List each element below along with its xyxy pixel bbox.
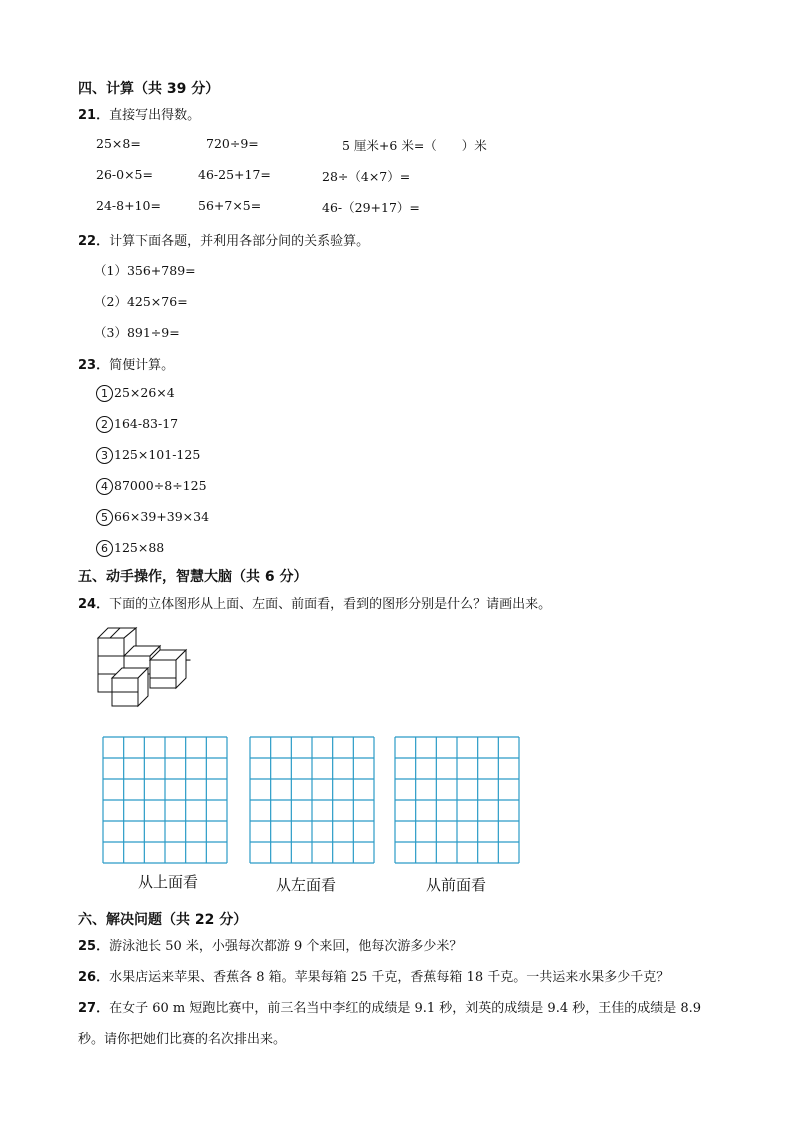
expr-23-6 [96,540,164,557]
question-number: 22． [78,234,110,249]
expr-22-3: （3）891÷9= [94,325,180,340]
circled-number: 1 [96,385,113,402]
question-25 [78,935,462,954]
expr-23-4 [96,478,207,495]
question-text: 游泳池长 50 米，小强每次都游 9 个来回，他每次游多少米？ [109,939,463,954]
circled-number: 3 [96,447,113,464]
question-23 [78,354,174,373]
question-22 [78,230,369,249]
question-number: 24． [78,597,110,612]
expr-21-3: 5 厘米+6 米=（ ）米 [342,138,487,153]
expression: 66×39+39×34 [114,509,210,524]
label-front-view: 从前面看 [426,876,487,894]
question-number: 27． [78,1001,110,1016]
expr-23-2 [96,416,178,433]
expr-21-2: 720÷9= [206,136,259,151]
question-text: 直接写出得数。 [109,108,201,123]
expression: 25×26×4 [114,385,175,400]
question-21 [78,104,200,123]
circled-number: 2 [96,416,113,433]
expression: 164-83-17 [114,416,179,431]
expr-22-1: （1）356+789= [94,263,196,278]
question-number: 21． [78,108,110,123]
expr-22-2: （2）425×76= [94,294,188,309]
section-4-heading: 四、计算（共 39 分） [78,81,220,97]
question-text: 水果店运来苹果、香蕉各 8 箱。苹果每箱 25 千克，香蕉每箱 18 千克。一共运来水果多少千克？ [109,970,670,985]
expr-21-1: 25×8= [96,136,141,151]
expr-21-6: 28÷（4×7）= [322,169,411,184]
expr-23-3 [96,447,200,464]
expr-23-1 [96,385,175,402]
cube-figure [94,624,194,710]
expression: 125×101-125 [114,447,201,462]
expr-21-5: 46-25+17= [198,167,271,182]
circled-number: 6 [96,540,113,557]
question-text: 计算下面各题，并利用各部分间的关系验算。 [109,234,370,249]
label-top-view: 从上面看 [138,873,199,891]
section-5-heading: 五、动手操作，智慧大脑（共 6 分） [78,569,308,585]
expr-23-5 [96,509,209,526]
question-text: 在女子 60 m 短跑比赛中，前三名当中李红的成绩是 9.1 秒，刘英的成绩是 9.4 秒，王佳的成绩是 8.9 [109,1001,702,1016]
grid-top-view[interactable] [102,736,228,864]
expr-21-9: 46-（29+17）= [322,200,420,215]
section-6-heading: 六、解决问题（共 22 分） [78,912,248,928]
expr-21-7: 24-8+10= [96,198,161,213]
question-text: 简便计算。 [109,358,175,373]
label-left-view: 从左面看 [276,876,337,894]
grid-left-view[interactable] [249,736,375,864]
circled-number: 4 [96,478,113,495]
question-26 [78,966,669,985]
question-text: 下面的立体图形从上面、左面、前面看，看到的图形分别是什么？请画出来。 [109,597,552,612]
expr-21-8: 56+7×5= [198,198,262,213]
expr-21-4: 26-0×5= [96,167,153,182]
expression: 87000÷8÷125 [114,478,207,493]
question-27-continued: 秒。请你把她们比赛的名次排出来。 [78,1032,287,1047]
question-number: 25． [78,939,110,954]
circled-number: 5 [96,509,113,526]
question-24 [78,593,551,612]
question-number: 26． [78,970,110,985]
question-27 [78,997,701,1016]
grid-front-view[interactable] [394,736,520,864]
question-number: 23． [78,358,110,373]
expression: 125×88 [114,540,165,555]
